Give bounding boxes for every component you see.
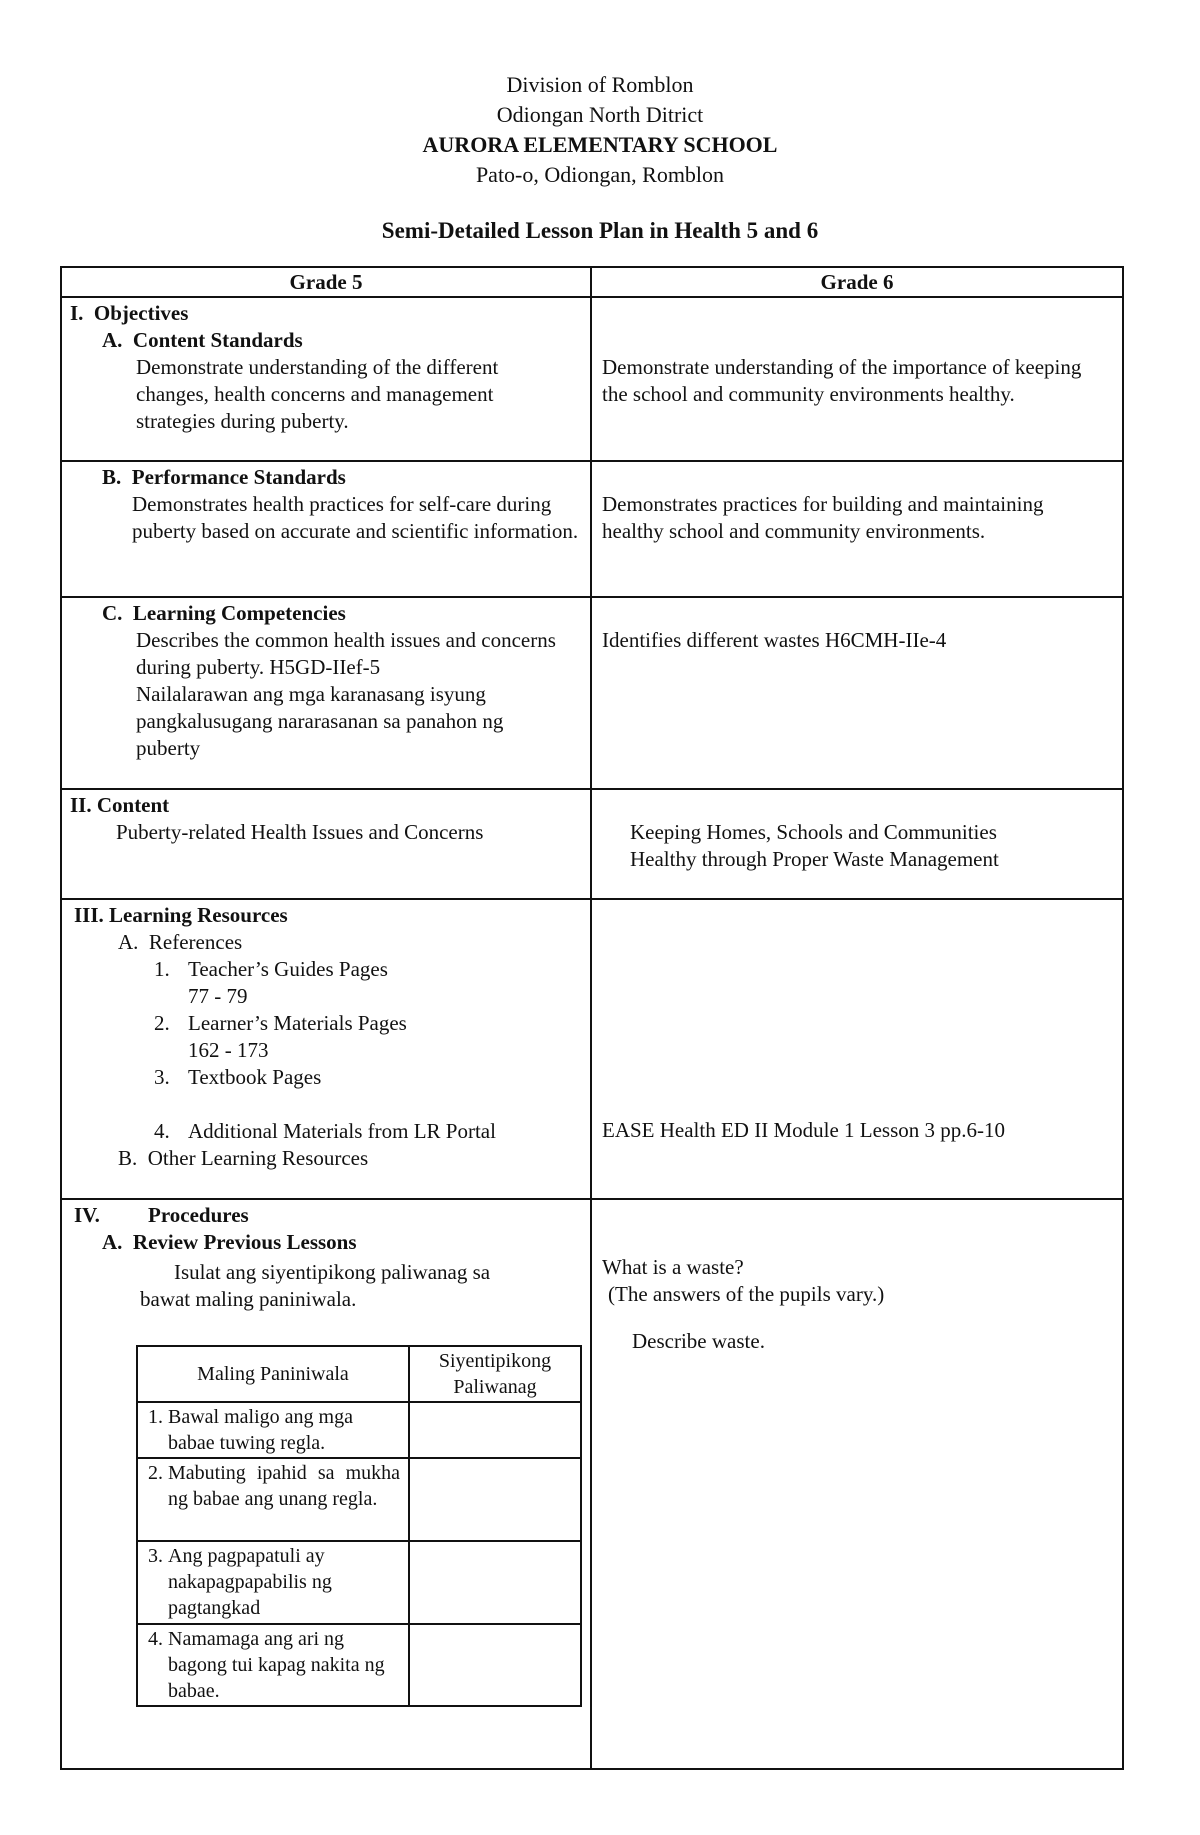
resources-grade5-cell xyxy=(61,899,591,1199)
learning-competencies-grade5-en: Describes the common health issues and concerns during puberty. H5GD-IIef-5 xyxy=(136,628,556,679)
content-grade6-line1: Keeping Homes, Schools and Communities xyxy=(630,820,997,844)
performance-standards-label: B. Performance Standards xyxy=(102,465,346,489)
review-label: A. Review Previous Lessons xyxy=(102,1230,357,1254)
content-grade6-line2: Healthy through Proper Waste Management xyxy=(630,847,999,871)
learning-competencies-grade5-cell xyxy=(61,597,591,789)
reference-label: Learner’s Materials Pages xyxy=(188,1011,407,1035)
performance-standards-grade5-cell xyxy=(61,461,591,597)
reference-label: Teacher’s Guides Pages xyxy=(188,957,388,981)
school-name: AURORA ELEMENTARY SCHOOL xyxy=(422,132,778,157)
reference-num: 4. xyxy=(154,1119,170,1143)
reference-item xyxy=(74,1064,580,1091)
reference-num: 1. xyxy=(154,957,170,981)
content-standards-grade5-cell xyxy=(61,297,591,461)
reference-num: 2. xyxy=(154,1011,170,1035)
worksheet-row-num: 2. xyxy=(148,1462,163,1484)
reference-item xyxy=(74,1010,580,1037)
school-address: Pato-o, Odiongan, Romblon xyxy=(475,162,725,187)
content-standards-grade5: Demonstrate understanding of the different changes, health concerns and management strategies during puberty. xyxy=(136,355,499,433)
division-name: Division of Romblon xyxy=(506,72,694,97)
worksheet-row xyxy=(137,1458,409,1541)
worksheet-row-text: Namamaga ang ari ng bagong tui kapag nakita ng babae. xyxy=(168,1628,385,1702)
worksheet-answer-cell[interactable] xyxy=(409,1458,581,1541)
grade5-header: Grade 5 xyxy=(61,267,591,297)
worksheet-row-num: 3. xyxy=(148,1545,163,1567)
content-grade6-cell xyxy=(591,789,1123,899)
worksheet-row-text: Mabuting ipahid sa mukha ng babae ang unang regla. xyxy=(168,1462,400,1510)
worksheet-row-text: Bawal maligo ang mga babae tuwing regla. xyxy=(168,1406,353,1454)
resources-grade6-cell xyxy=(591,899,1123,1199)
content-heading: II. Content xyxy=(70,793,170,817)
reference-label: Textbook Pages xyxy=(188,1065,322,1089)
reference-value: 162 - 173 xyxy=(188,1038,269,1062)
performance-standards-grade5: Demonstrates health practices for self-care during puberty based on accurate and scientific information. xyxy=(132,492,579,543)
worksheet-row-num: 1. xyxy=(148,1406,163,1428)
performance-standards-grade6: Demonstrates practices for building and maintaining healthy school and community environments. xyxy=(602,492,1044,543)
worksheet-row-text: Ang pagpapatuli ay nakapagpapabilis ng pagtangkad xyxy=(168,1545,332,1619)
worksheet-row-num: 4. xyxy=(148,1628,163,1650)
worksheet-col2-header: Siyentipikong Paliwanag xyxy=(409,1346,581,1402)
worksheet-row xyxy=(137,1624,409,1706)
worksheet-answer-cell[interactable] xyxy=(409,1541,581,1624)
page-title: Semi-Detailed Lesson Plan in Health 5 and 6 xyxy=(381,218,819,243)
learning-competencies-grade6-cell xyxy=(591,597,1123,789)
grade6-describe: Describe waste. xyxy=(632,1329,765,1353)
worksheet-answer-cell[interactable] xyxy=(409,1402,581,1458)
reference-label: Additional Materials from LR Portal xyxy=(188,1119,496,1143)
district-name: Odiongan North Ditrict xyxy=(496,102,704,127)
worksheet-row xyxy=(137,1402,409,1458)
worksheet-row xyxy=(137,1541,409,1624)
procedures-num: IV. xyxy=(74,1203,100,1227)
worksheet-col1-header: Maling Paniniwala xyxy=(137,1346,409,1402)
content-standards-grade6: Demonstrate understanding of the importance of keeping the school and community environments healthy. xyxy=(602,355,1082,406)
procedures-heading: Procedures xyxy=(148,1203,249,1227)
other-resources-label: B. Other Learning Resources xyxy=(118,1146,369,1170)
belief-worksheet-table xyxy=(136,1345,582,1707)
reference-value: 77 - 79 xyxy=(188,984,248,1008)
performance-standards-grade6-cell xyxy=(591,461,1123,597)
resources-grade6-additional: EASE Health ED II Module 1 Lesson 3 pp.6-10 xyxy=(602,1118,1006,1142)
content-standards-grade6-cell xyxy=(591,297,1123,461)
grade6-question: What is a waste? xyxy=(602,1255,744,1279)
review-instruction-line2: bawat maling paniniwala. xyxy=(140,1287,357,1311)
reference-num: 3. xyxy=(154,1065,170,1089)
learning-competencies-grade6: Identifies different wastes H6CMH-IIe-4 xyxy=(602,628,947,652)
reference-item xyxy=(74,956,580,983)
content-standards-label: A. Content Standards xyxy=(102,328,303,352)
procedures-grade6-cell xyxy=(591,1199,1123,1769)
learning-competencies-label: C. Learning Competencies xyxy=(102,601,346,625)
content-grade5: Puberty-related Health Issues and Concerns xyxy=(116,820,484,844)
objectives-heading: I. Objectives xyxy=(70,301,189,325)
references-label: A. References xyxy=(118,930,243,954)
reference-item xyxy=(74,1118,580,1145)
content-grade5-cell xyxy=(61,789,591,899)
grade6-header: Grade 6 xyxy=(591,267,1123,297)
document-header xyxy=(0,70,1200,190)
resources-heading: III. Learning Resources xyxy=(74,903,288,927)
worksheet-answer-cell[interactable] xyxy=(409,1624,581,1706)
grade6-note: (The answers of the pupils vary.) xyxy=(608,1282,885,1306)
review-instruction-line1: Isulat ang siyentipikong paliwanag sa xyxy=(174,1260,491,1284)
learning-competencies-grade5-fil: Nailalarawan ang mga karanasang isyung pangkalusugang nararasanan sa panahon ng puberty xyxy=(136,682,504,760)
